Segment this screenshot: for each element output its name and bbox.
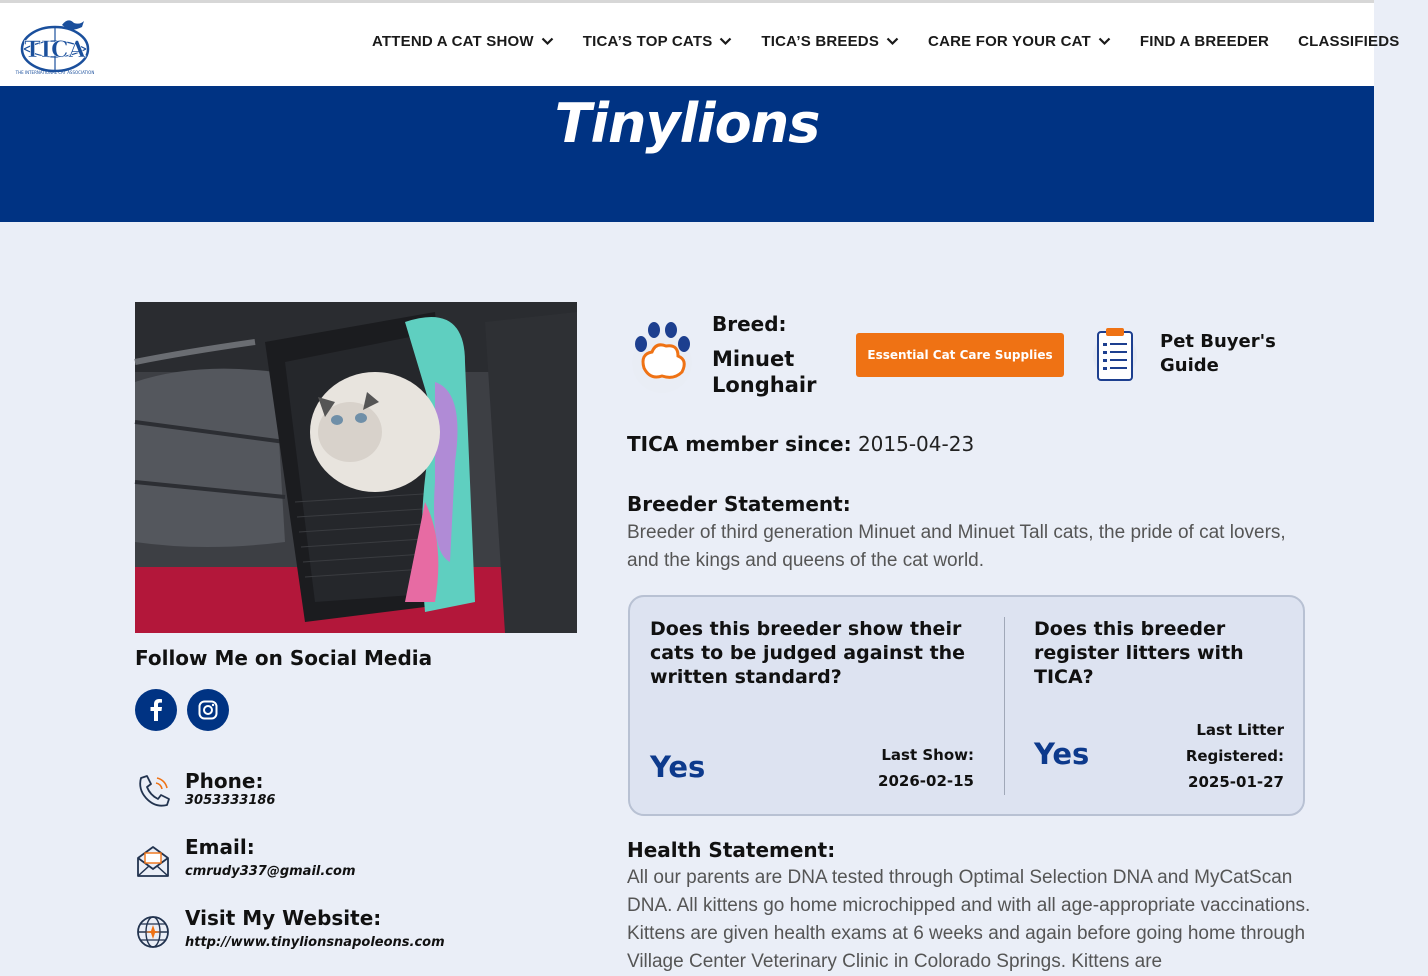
globe-icon bbox=[135, 914, 171, 950]
breeder-statement-text: Breeder of third generation Minuet and Minuet Tall cats, the pride of cat lovers, and the kings and queens of the cat world. bbox=[627, 522, 1286, 571]
health-statement-text: All our parents are DNA tested through Optimal Selection DNA and MyCatScan DNA. All kittens go home microchipped and with all age-appropriate vaccinations. Kittens are given health exams at 6 weeks and again before going home through Village Center Veterinary Clinic in Colorado Springs. Kittens are bbox=[627, 867, 1311, 972]
site-header bbox=[0, 3, 1400, 86]
paw-icon bbox=[630, 318, 694, 388]
svg-text:THE INTERNATIONAL CAT ASSOCIAT: THE INTERNATIONAL CAT ASSOCIATION bbox=[15, 70, 95, 75]
nav-care-for-cat[interactable]: CARE FOR YOUR CAT bbox=[928, 33, 1111, 50]
phone-value[interactable]: 3053333186 bbox=[185, 793, 276, 808]
phone-label: Phone: bbox=[185, 769, 264, 793]
member-since: TICA member since: 2015-04-23 bbox=[627, 432, 975, 456]
column-divider bbox=[1004, 617, 1005, 795]
page-title: Tinylions bbox=[554, 92, 820, 155]
last-litter-registered: Last Litter Registered: 2025-01-27 bbox=[1185, 721, 1284, 791]
social-title: Follow Me on Social Media bbox=[135, 646, 433, 670]
email-icon bbox=[135, 844, 171, 880]
instagram-icon bbox=[198, 700, 218, 720]
website-link[interactable]: http://www.tinylionsnapoleons.com bbox=[185, 935, 445, 950]
svg-text:TICA: TICA bbox=[24, 37, 86, 63]
nav-classifieds[interactable]: CLASSIFIEDS bbox=[1298, 33, 1400, 50]
clipboard-icon[interactable] bbox=[1092, 326, 1138, 384]
main-nav bbox=[372, 33, 1428, 50]
show-answer: Yes bbox=[650, 750, 706, 784]
website-label: Visit My Website: bbox=[185, 906, 382, 930]
breeder-statement-title: Breeder Statement: bbox=[627, 492, 851, 516]
cat-care-supplies-button[interactable]: Essential Cat Care Supplies bbox=[856, 333, 1064, 377]
nav-breeds[interactable]: TICA’S BREEDS bbox=[761, 33, 899, 50]
breed-label: Breed: bbox=[712, 312, 787, 336]
breeder-questions-box bbox=[628, 595, 1305, 816]
chevron-down-icon bbox=[1098, 37, 1111, 46]
chevron-down-icon bbox=[719, 37, 732, 46]
phone-icon bbox=[135, 774, 171, 810]
chevron-down-icon bbox=[886, 37, 899, 46]
instagram-button[interactable] bbox=[187, 689, 229, 731]
show-question: Does this breeder show their cats to be judged against the written standard? bbox=[650, 618, 966, 688]
last-show: Last Show: 2026-02-15 bbox=[878, 746, 974, 790]
email-value[interactable]: cmrudy337@gmail.com bbox=[185, 864, 356, 879]
facebook-button[interactable] bbox=[135, 689, 177, 731]
chevron-down-icon bbox=[541, 37, 554, 46]
breed-value[interactable]: Minuet Longhair bbox=[712, 347, 817, 397]
register-answer: Yes bbox=[1034, 737, 1090, 771]
email-label: Email: bbox=[185, 835, 255, 859]
facebook-icon bbox=[149, 699, 163, 721]
breeder-cat-photo bbox=[135, 302, 577, 633]
nav-top-cats[interactable]: TICA’S TOP CATS bbox=[583, 33, 733, 50]
register-question: Does this breeder register litters with TICA? bbox=[1034, 618, 1244, 688]
pet-buyers-guide-link[interactable]: Pet Buyer's Guide bbox=[1160, 331, 1276, 376]
nav-attend-cat-show[interactable]: ATTEND A CAT SHOW bbox=[372, 33, 554, 50]
health-statement-title: Health Statement: bbox=[627, 838, 836, 862]
tica-logo[interactable] bbox=[15, 13, 95, 77]
nav-find-breeder[interactable]: FIND A BREEDER bbox=[1139, 33, 1270, 50]
